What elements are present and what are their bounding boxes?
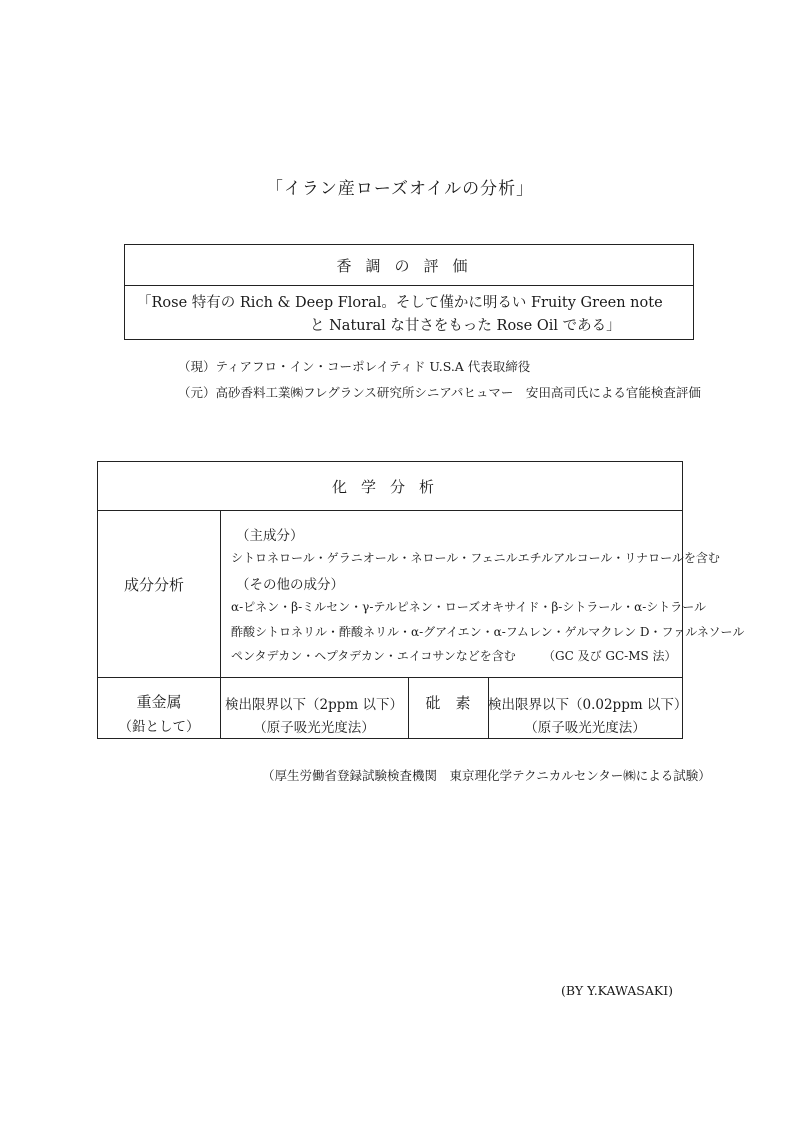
- credit-line2: （元）高砂香料工業㈱フレグランス研究所シニアパヒュマー 安田高司氏による官能検査評価: [178, 385, 701, 400]
- author-signature: (BY Y.KAWASAKI): [561, 983, 674, 998]
- sensory-evaluation-line2: と Natural な甘さをもった Rose Oil である」: [310, 318, 621, 334]
- chemical-analysis-table: [97, 461, 745, 739]
- chemical-heading: 化学分析: [98, 462, 682, 511]
- other-components-line1: α-ピネン・β-ミルセン・γ-テルピネン・ローズオキサイド・β-シトラール・α-シトラール: [231, 600, 707, 614]
- sensory-heading: 香調の評価: [125, 245, 693, 286]
- component-analysis-label: 成分分析: [124, 576, 185, 594]
- credit-line1: （現）ティアフロ・イン・コーポレイティド U.S.A 代表取締役: [178, 359, 531, 374]
- lab-note: （厚生労働省登録試験検査機関 東京理化学テクニカルセンター㈱による試験）: [262, 768, 711, 783]
- heavy-metal-label: 重金属: [136, 693, 182, 711]
- page-title: 「イラン産ローズオイルの分析」: [265, 179, 535, 199]
- arsenic-label: 砒 素: [425, 694, 471, 712]
- heavy-metal-method: （原子吸光光度法）: [253, 720, 375, 736]
- sensory-evaluation-box: [124, 244, 694, 340]
- other-components-line2: 酢酸シトロネリル・酢酸ネリル・α-グアイエン・α-フムレン・ゲルマクレン D・ファルネソール: [231, 625, 745, 639]
- table-divider: [98, 677, 682, 678]
- heavy-metal-sublabel: （鉛として）: [118, 719, 200, 735]
- arsenic-method: （原子吸光光度法）: [524, 720, 646, 736]
- heavy-metal-limit: 検出限界以下（2ppm 以下）: [225, 697, 403, 713]
- main-components-list: シトロネロール・ゲラニオール・ネロール・フェニルエチルアルコール・リナロールを含む: [231, 551, 720, 565]
- sensory-evaluation-line1: 「Rose 特有の Rich & Deep Floral。そして僅かに明るい Fruity Green note: [137, 295, 663, 311]
- arsenic-limit: 検出限界以下（0.02ppm 以下）: [488, 697, 688, 713]
- analysis-method: （GC 及び GC-MS 法）: [543, 649, 677, 663]
- other-components-line3: ペンタデカン・ヘプタデカン・エイコサンなどを含む: [231, 649, 516, 663]
- other-components-heading: （その他の成分）: [236, 577, 344, 593]
- main-components-heading: （主成分）: [236, 528, 304, 544]
